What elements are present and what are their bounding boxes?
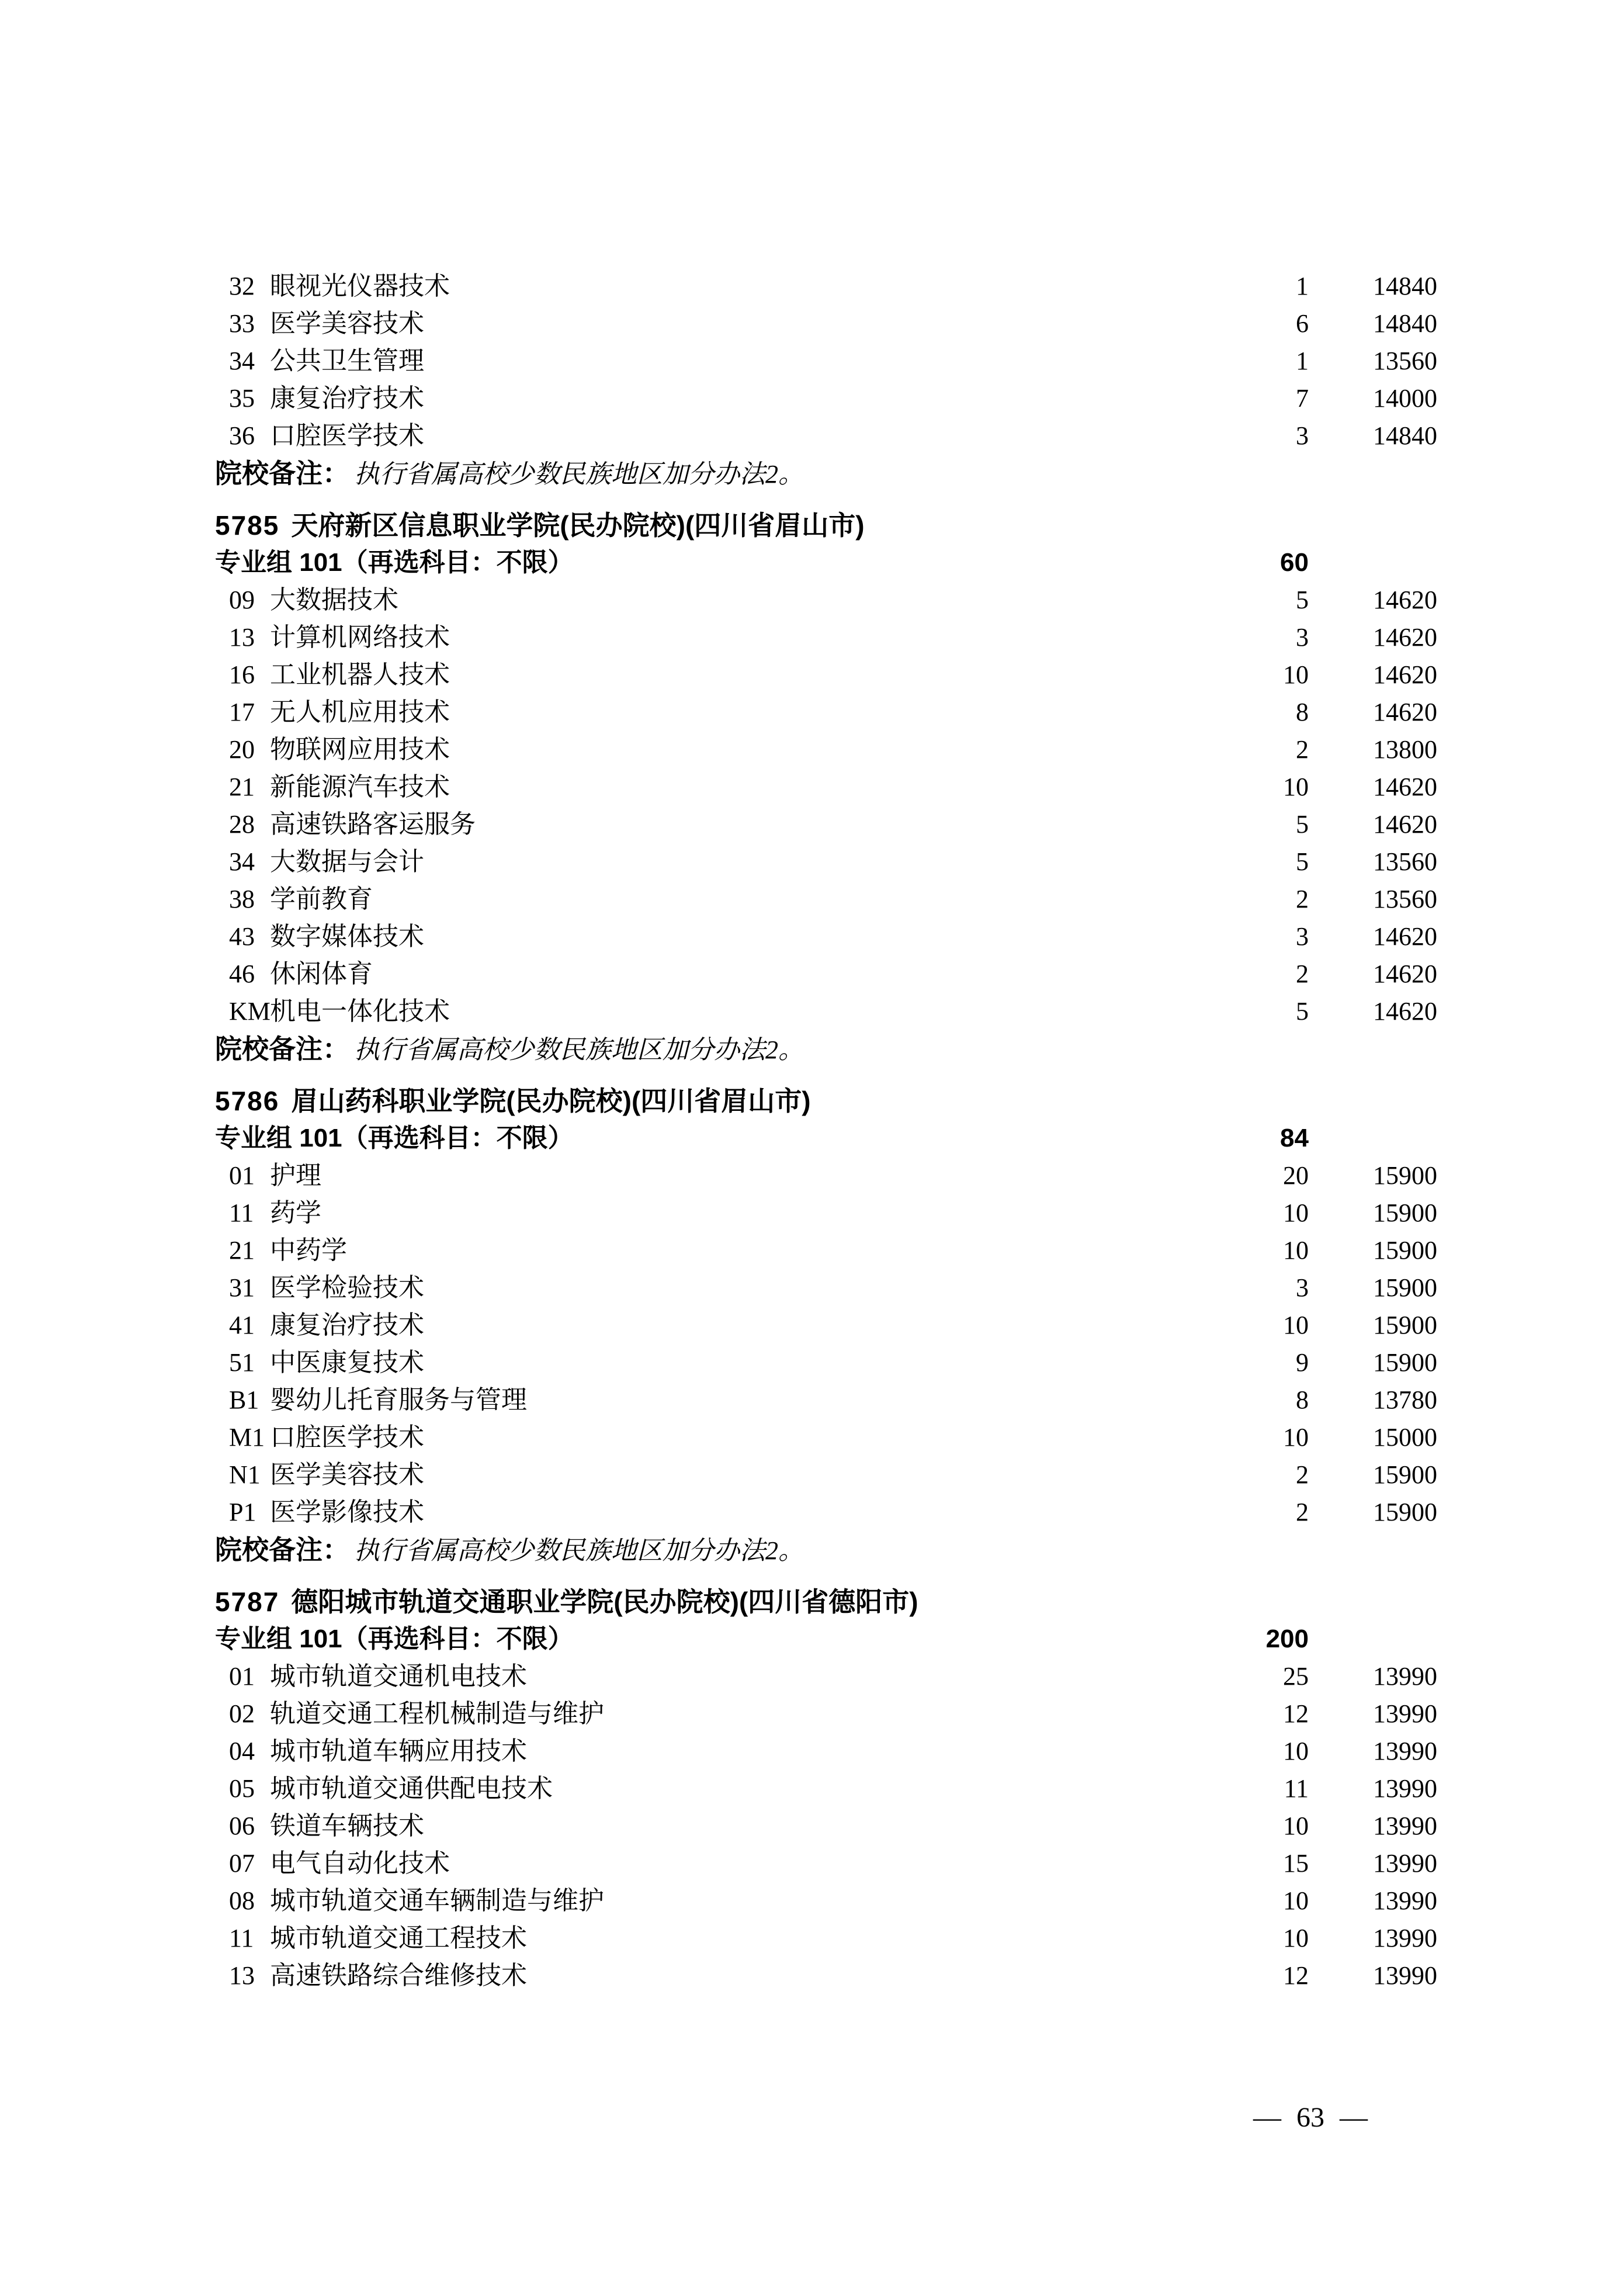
program-fee: 13990 xyxy=(1373,1924,1437,1952)
program-row xyxy=(0,1920,1623,1957)
program-rows xyxy=(0,1658,1623,1994)
program-code: 13 xyxy=(229,623,255,652)
school-code: 5787 xyxy=(215,1587,280,1617)
footer-dash-right: — xyxy=(1340,2102,1368,2133)
group-count: 60 xyxy=(1280,548,1309,577)
program-code: M1 xyxy=(229,1423,265,1452)
program-name: 高速铁路综合维修技术 xyxy=(270,1961,527,1990)
program-row xyxy=(0,1194,1623,1232)
group-header-row xyxy=(0,1620,1623,1658)
program-code: 11 xyxy=(229,1199,254,1227)
admissions-list xyxy=(0,268,1623,1994)
program-count: 10 xyxy=(1283,1236,1309,1265)
program-name: 药学 xyxy=(270,1199,321,1227)
program-row xyxy=(0,1419,1623,1456)
program-count: 10 xyxy=(1283,773,1309,801)
program-name: 学前教育 xyxy=(270,885,373,913)
program-name: 口腔医学技术 xyxy=(270,421,424,450)
program-row xyxy=(0,1695,1623,1733)
program-code: 01 xyxy=(229,1161,255,1190)
program-name: 医学美容技术 xyxy=(270,1460,424,1489)
program-fee: 14620 xyxy=(1373,922,1437,951)
program-count: 2 xyxy=(1296,1460,1309,1489)
program-count: 5 xyxy=(1296,586,1309,614)
program-name: 铁道车辆技术 xyxy=(270,1812,424,1840)
school-name: 天府新区信息职业学院(民办院校)(四川省眉山市) xyxy=(291,510,865,541)
program-fee: 14620 xyxy=(1373,773,1437,801)
program-code: 21 xyxy=(229,1236,255,1265)
footer-dash-left: — xyxy=(1253,2102,1281,2133)
program-fee: 13990 xyxy=(1373,1662,1437,1691)
program-name: 机电一体化技术 xyxy=(270,997,450,1026)
program-count: 10 xyxy=(1283,1924,1309,1952)
program-fee: 15900 xyxy=(1373,1236,1437,1265)
program-row xyxy=(0,1344,1623,1381)
program-name: 城市轨道交通工程技术 xyxy=(270,1924,527,1952)
group-count: 84 xyxy=(1280,1124,1309,1152)
program-code: 16 xyxy=(229,660,255,689)
remark-text: 执行省属高校少数民族地区加分办法2。 xyxy=(354,460,804,489)
program-count: 8 xyxy=(1296,698,1309,726)
group-header-row xyxy=(0,544,1623,581)
program-code: 04 xyxy=(229,1737,255,1765)
program-row xyxy=(0,380,1623,417)
program-count: 2 xyxy=(1296,885,1309,913)
program-name: 口腔医学技术 xyxy=(270,1423,424,1452)
program-name: 医学美容技术 xyxy=(270,309,424,338)
program-count: 25 xyxy=(1283,1662,1309,1691)
program-count: 10 xyxy=(1283,1812,1309,1840)
program-row xyxy=(0,619,1623,656)
program-count: 10 xyxy=(1283,660,1309,689)
program-row xyxy=(0,1845,1623,1882)
program-count: 3 xyxy=(1296,623,1309,652)
program-name: 公共卫生管理 xyxy=(270,347,424,375)
program-row xyxy=(0,305,1623,342)
program-code: 41 xyxy=(229,1311,255,1339)
program-count: 10 xyxy=(1283,1311,1309,1339)
group-label: 专业组 101（再选科目：不限） xyxy=(215,1625,574,1653)
program-rows xyxy=(0,1157,1623,1531)
program-row xyxy=(0,731,1623,768)
program-row xyxy=(0,1456,1623,1494)
program-code: 34 xyxy=(229,847,255,876)
school-section xyxy=(0,1082,1623,1568)
program-fee: 14620 xyxy=(1373,810,1437,839)
remark-row xyxy=(0,1531,1623,1568)
program-rows xyxy=(0,268,1623,455)
program-fee: 13990 xyxy=(1373,1699,1437,1728)
program-name: 医学影像技术 xyxy=(270,1498,424,1526)
program-code: 20 xyxy=(229,735,255,764)
program-code: 46 xyxy=(229,960,255,988)
program-name: 康复治疗技术 xyxy=(270,1311,424,1339)
school-code: 5785 xyxy=(215,510,280,541)
program-row xyxy=(0,1232,1623,1269)
program-count: 20 xyxy=(1283,1161,1309,1190)
program-name: 眼视光仪器技术 xyxy=(270,272,450,300)
program-fee: 13990 xyxy=(1373,1886,1437,1915)
program-row xyxy=(0,768,1623,806)
program-row xyxy=(0,1807,1623,1845)
remark-label: 院校备注： xyxy=(215,1535,349,1565)
program-code: 01 xyxy=(229,1662,255,1691)
program-code: KM xyxy=(229,997,270,1026)
program-code: 51 xyxy=(229,1348,255,1377)
program-name: 无人机应用技术 xyxy=(270,698,450,726)
remark-label: 院校备注： xyxy=(215,458,349,489)
page-number: 63 xyxy=(1296,2102,1324,2133)
school-name: 德阳城市轨道交通职业学院(民办院校)(四川省德阳市) xyxy=(291,1587,918,1617)
program-code: 32 xyxy=(229,272,255,300)
program-code: 09 xyxy=(229,586,255,614)
program-fee: 14840 xyxy=(1373,421,1437,450)
school-name: 眉山药科职业学院(民办院校)(四川省眉山市) xyxy=(291,1086,811,1116)
program-count: 5 xyxy=(1296,997,1309,1026)
program-code: 07 xyxy=(229,1849,255,1878)
program-count: 10 xyxy=(1283,1423,1309,1452)
program-name: 休闲体育 xyxy=(270,960,373,988)
program-code: 43 xyxy=(229,922,255,951)
program-count: 12 xyxy=(1283,1699,1309,1728)
program-code: P1 xyxy=(229,1498,256,1526)
program-count: 5 xyxy=(1296,810,1309,839)
program-fee: 14000 xyxy=(1373,384,1437,413)
program-fee: 13990 xyxy=(1373,1737,1437,1765)
program-count: 2 xyxy=(1296,960,1309,988)
program-fee: 15900 xyxy=(1373,1460,1437,1489)
school-header-row xyxy=(0,1583,1623,1620)
program-count: 3 xyxy=(1296,1273,1309,1302)
program-name: 婴幼儿托育服务与管理 xyxy=(270,1386,527,1414)
program-count: 8 xyxy=(1296,1386,1309,1414)
program-name: 大数据与会计 xyxy=(270,847,424,876)
program-fee: 13560 xyxy=(1373,885,1437,913)
school-header-row xyxy=(0,1082,1623,1120)
group-label: 专业组 101（再选科目：不限） xyxy=(215,548,574,577)
program-fee: 15900 xyxy=(1373,1311,1437,1339)
program-row xyxy=(0,918,1623,955)
school-section xyxy=(0,507,1623,1068)
program-fee: 15900 xyxy=(1373,1498,1437,1526)
program-row xyxy=(0,1269,1623,1307)
program-name: 城市轨道车辆应用技术 xyxy=(270,1737,527,1765)
program-fee: 13990 xyxy=(1373,1961,1437,1990)
program-fee: 15900 xyxy=(1373,1199,1437,1227)
program-count: 3 xyxy=(1296,421,1309,450)
program-row xyxy=(0,1307,1623,1344)
program-name: 医学检验技术 xyxy=(270,1273,424,1302)
program-count: 2 xyxy=(1296,1498,1309,1526)
program-row xyxy=(0,1494,1623,1531)
program-count: 1 xyxy=(1296,272,1309,300)
program-fee: 13990 xyxy=(1373,1774,1437,1803)
program-row xyxy=(0,1157,1623,1194)
program-fee: 15900 xyxy=(1373,1348,1437,1377)
program-name: 计算机网络技术 xyxy=(270,623,450,652)
remark-row xyxy=(0,455,1623,492)
program-row xyxy=(0,694,1623,731)
program-row xyxy=(0,843,1623,881)
program-row xyxy=(0,1957,1623,1994)
group-header-row xyxy=(0,1120,1623,1157)
program-name: 电气自动化技术 xyxy=(270,1849,450,1878)
program-code: 38 xyxy=(229,885,255,913)
program-name: 轨道交通工程机械制造与维护 xyxy=(270,1699,604,1728)
program-count: 12 xyxy=(1283,1961,1309,1990)
program-fee: 14840 xyxy=(1373,309,1437,338)
program-fee: 14840 xyxy=(1373,272,1437,300)
program-code: 33 xyxy=(229,309,255,338)
program-row xyxy=(0,656,1623,694)
school-header-row xyxy=(0,507,1623,544)
program-code: 34 xyxy=(229,347,255,375)
program-code: 02 xyxy=(229,1699,255,1728)
program-count: 5 xyxy=(1296,847,1309,876)
program-name: 城市轨道交通车辆制造与维护 xyxy=(270,1886,604,1915)
program-code: 35 xyxy=(229,384,255,413)
program-code: 08 xyxy=(229,1886,255,1915)
program-name: 护理 xyxy=(270,1161,321,1190)
program-fee: 14620 xyxy=(1373,960,1437,988)
program-name: 城市轨道交通机电技术 xyxy=(270,1662,527,1691)
remark-row xyxy=(0,1030,1623,1068)
program-code: 21 xyxy=(229,773,255,801)
program-code: 28 xyxy=(229,810,255,839)
program-fee: 15000 xyxy=(1373,1423,1437,1452)
program-count: 1 xyxy=(1296,347,1309,375)
program-code: 31 xyxy=(229,1273,255,1302)
program-fee: 13800 xyxy=(1373,735,1437,764)
program-count: 7 xyxy=(1296,384,1309,413)
program-row xyxy=(0,1381,1623,1419)
program-row xyxy=(0,342,1623,380)
program-row xyxy=(0,268,1623,305)
program-code: N1 xyxy=(229,1460,261,1489)
program-row xyxy=(0,1882,1623,1920)
program-name: 城市轨道交通供配电技术 xyxy=(270,1774,553,1803)
program-fee: 13780 xyxy=(1373,1386,1437,1414)
program-count: 3 xyxy=(1296,922,1309,951)
program-name: 高速铁路客运服务 xyxy=(270,810,476,839)
program-code: 17 xyxy=(229,698,255,726)
program-fee: 14620 xyxy=(1373,623,1437,652)
group-label: 专业组 101（再选科目：不限） xyxy=(215,1124,574,1152)
group-count: 200 xyxy=(1265,1625,1309,1653)
program-fee: 13990 xyxy=(1373,1812,1437,1840)
program-name: 物联网应用技术 xyxy=(270,735,450,764)
program-name: 大数据技术 xyxy=(270,586,398,614)
program-code: 13 xyxy=(229,1961,255,1990)
program-row xyxy=(0,993,1623,1030)
program-count: 9 xyxy=(1296,1348,1309,1377)
program-fee: 14620 xyxy=(1373,997,1437,1026)
program-fee: 13560 xyxy=(1373,347,1437,375)
remark-text: 执行省属高校少数民族地区加分办法2。 xyxy=(354,1036,804,1064)
school-section xyxy=(0,1583,1623,1994)
program-row xyxy=(0,955,1623,993)
program-fee: 15900 xyxy=(1373,1161,1437,1190)
program-row xyxy=(0,1733,1623,1770)
remark-text: 执行省属高校少数民族地区加分办法2。 xyxy=(354,1536,804,1565)
program-count: 15 xyxy=(1283,1849,1309,1878)
program-fee: 13990 xyxy=(1373,1849,1437,1878)
program-fee: 15900 xyxy=(1373,1273,1437,1302)
program-row xyxy=(0,417,1623,455)
program-count: 10 xyxy=(1283,1199,1309,1227)
program-name: 工业机器人技术 xyxy=(270,660,450,689)
program-count: 6 xyxy=(1296,309,1309,338)
program-code: 11 xyxy=(229,1924,254,1952)
program-row xyxy=(0,1770,1623,1807)
program-name: 中药学 xyxy=(270,1236,347,1265)
program-row xyxy=(0,881,1623,918)
school-section xyxy=(0,268,1623,492)
program-count: 10 xyxy=(1283,1886,1309,1915)
program-name: 新能源汽车技术 xyxy=(270,773,450,801)
program-count: 11 xyxy=(1284,1774,1309,1803)
program-count: 10 xyxy=(1283,1737,1309,1765)
program-row xyxy=(0,581,1623,619)
program-rows xyxy=(0,581,1623,1030)
program-code: 36 xyxy=(229,421,255,450)
program-fee: 14620 xyxy=(1373,698,1437,726)
program-row xyxy=(0,1658,1623,1695)
program-fee: 13560 xyxy=(1373,847,1437,876)
program-code: 06 xyxy=(229,1812,255,1840)
program-name: 数字媒体技术 xyxy=(270,922,424,951)
school-code: 5786 xyxy=(215,1086,280,1116)
program-name: 中医康复技术 xyxy=(270,1348,424,1377)
program-row xyxy=(0,806,1623,843)
program-code: 05 xyxy=(229,1774,255,1803)
program-fee: 14620 xyxy=(1373,586,1437,614)
program-code: B1 xyxy=(229,1386,259,1414)
program-name: 康复治疗技术 xyxy=(270,384,424,413)
remark-label: 院校备注： xyxy=(215,1034,349,1064)
program-fee: 14620 xyxy=(1373,660,1437,689)
page-footer xyxy=(1253,2099,1368,2136)
program-count: 2 xyxy=(1296,735,1309,764)
